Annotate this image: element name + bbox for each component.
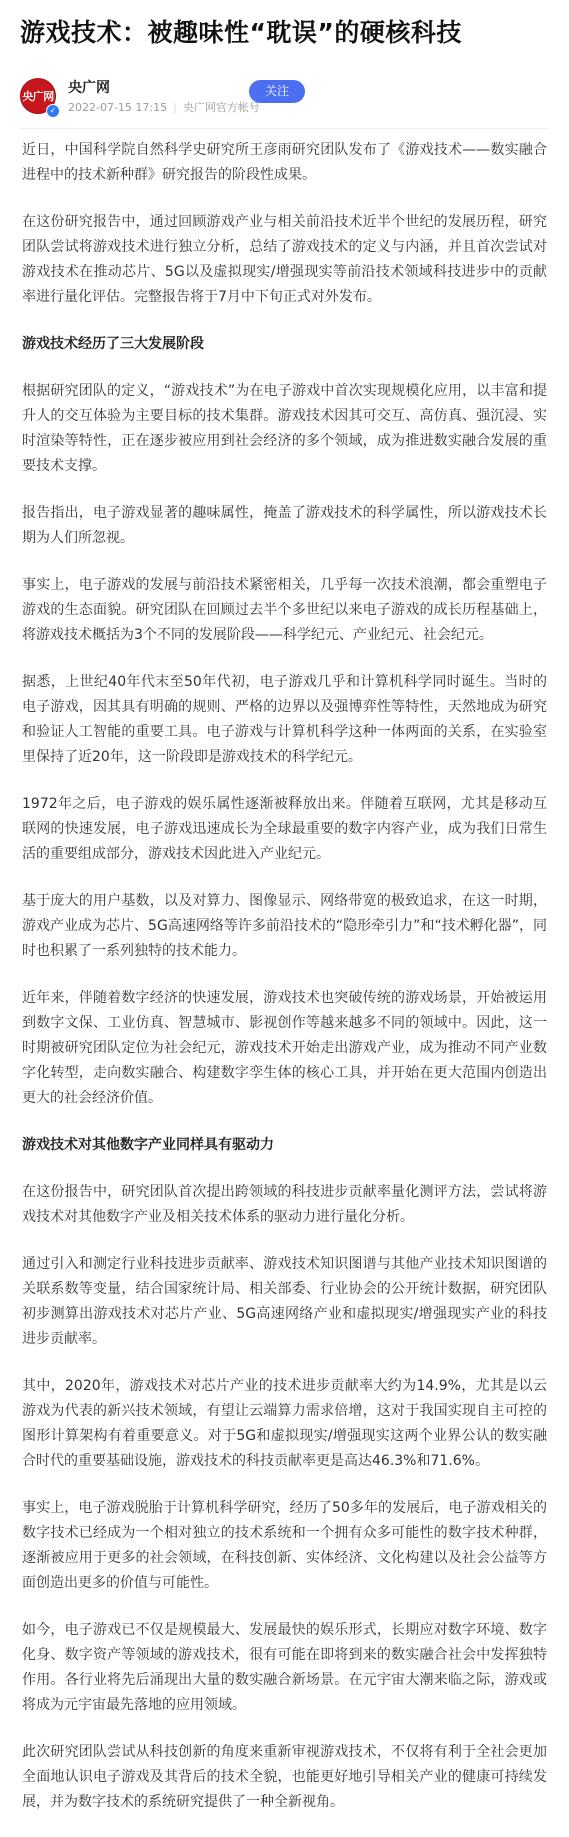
- paragraph: 其中，2020年，游戏技术对芯片产业的技术进步贡献率大约为14.9%，尤其是以云游戏为代表的新兴技术领域，有望让云端算力需求倍增，这对于我国实现自主可控的图形计算架构有着重要意义。对于5G和虚拟现实/增强现实这两个业界公认的数实融合时代的重要基础设施，游戏技术的科技贡献率更是高达46.3%和71.6%。: [22, 1378, 547, 1469]
- author-avatar[interactable]: 央广网: [20, 78, 56, 114]
- paragraph: 1972年之后，电子游戏的娱乐属性逐渐被释放出来。伴随着互联网，尤其是移动互联网的快速发展，电子游戏迅速成长为全球最重要的数字内容产业，成为我们日常生活的重要组成部分，游戏技术因此进入产业纪元。: [22, 796, 547, 862]
- paragraph: 基于庞大的用户基数，以及对算力、图像显示、网络带宽的极致追求，在这一时期，游戏产业成为芯片、5G高速网络等许多前沿技术的“隐形牵引力”和“技术孵化器”，同时也积累了一系列独特的技术能力。: [22, 893, 547, 959]
- article-meta: [68, 101, 260, 115]
- verified-badge-icon: ✓: [46, 104, 60, 118]
- account-description: 央广网官方帐号: [182, 101, 260, 114]
- paragraph: 此次研究团队尝试从科技创新的角度来重新审视游戏技术，不仅将有利于全社会更加全面地认识电子游戏及其背后的技术全貌，也能更好地引导相关产业的健康可持续发展，并为数字技术的系统研究提供了一种全新视角。: [22, 1744, 547, 1810]
- paragraph: 根据研究团队的定义，“游戏技术”为在电子游戏中首次实现规模化应用，以丰富和提升人的交互体验为主要目标的技术集群。游戏技术因其可交互、高仿真、强沉浸、实时渲染等特性，正在逐步被应用到社会经济的多个领域，成为推进数实融合发展的重要技术支撑。: [22, 383, 547, 474]
- article-title: 游戏技术：被趣味性“耽误”的硬核科技: [20, 18, 462, 47]
- paragraph: 在这份报告中，研究团队首次提出跨领域的科技进步贡献率量化测评方法，尝试将游戏技术对其他数字产业及相关技术体系的驱动力进行量化分析。: [22, 1184, 547, 1225]
- paragraph: 如今，电子游戏已不仅是规模最大、发展最快的娱乐形式，长期应对数字环境、数字化身、数字资产等领域的游戏技术，很有可能在即将到来的数实融合社会中发挥独特作用。各行业将先后涌现出大量的数实融合新场景。在元宇宙大潮来临之际，游戏或将成为元宇宙最先落地的应用领域。: [22, 1622, 547, 1713]
- section-heading: 游戏技术经历了三大发展阶段: [22, 336, 204, 352]
- paragraph: 近日，中国科学院自然科学史研究所王彦雨研究团队发布了《游戏技术——数实融合进程中的技术新种群》研究报告的阶段性成果。: [22, 142, 547, 183]
- article-body: [22, 138, 547, 1837]
- follow-button[interactable]: 关注: [249, 80, 305, 103]
- header-divider: [20, 128, 549, 129]
- publish-date: 2022-07-15 17:15: [68, 101, 168, 114]
- meta-separator: |: [173, 101, 177, 114]
- paragraph: 事实上，电子游戏脱胎于计算机科学研究，经历了50多年的发展后，电子游戏相关的数字技术已经成为一个相对独立的技术系统和一个拥有众多可能性的数字技术种群，逐渐被应用于更多的社会领域，在科技创新、实体经济、文化构建以及社会公益等方面创造出更多的价值与可能性。: [22, 1500, 547, 1591]
- section-heading: 游戏技术对其他数字产业同样具有驱动力: [22, 1137, 274, 1153]
- paragraph: 近年来，伴随着数字经济的快速发展，游戏技术也突破传统的游戏场景，开始被运用到数字文保、工业仿真、智慧城市、影视创作等越来越多不同的领域中。因此，这一时期被研究团队定位为社会纪元，游戏技术开始走出游戏产业，成为推动不同产业数字化转型，走向数实融合、构建数字孪生体的核心工具，并开始在更大范围内创造出更大的社会经济价值。: [22, 990, 547, 1106]
- paragraph: 据悉，上世纪40年代末至50年代初，电子游戏几乎和计算机科学同时诞生。当时的电子游戏，因其具有明确的规则、严格的边界以及强博弈性等特性，天然地成为研究和验证人工智能的重要工具。电子游戏与计算机科学这种一体两面的关系，在实验室里保持了近20年，这一阶段即是游戏技术的科学纪元。: [22, 674, 547, 765]
- paragraph: 在这份研究报告中，通过回顾游戏产业与相关前沿技术近半个世纪的发展历程，研究团队尝试将游戏技术进行独立分析，总结了游戏技术的定义与内涵，并且首次尝试对游戏技术在推动芯片、5G以及虚拟现实/增强现实等前沿技术领域科技进步中的贡献率进行量化评估。完整报告将于7月中下旬正式对外发布。: [22, 214, 547, 305]
- paragraph: 通过引入和测定行业科技进步贡献率、游戏技术知识图谱与其他产业技术知识图谱的关联系数等变量，结合国家统计局、相关部委、行业协会的公开统计数据，研究团队初步测算出游戏技术对芯片产业、5G高速网络产业和虚拟现实/增强现实产业的科技进步贡献率。: [22, 1256, 547, 1347]
- paragraph: 报告指出，电子游戏显著的趣味属性，掩盖了游戏技术的科学属性，所以游戏技术长期为人们所忽视。: [22, 505, 547, 546]
- paragraph: 事实上，电子游戏的发展与前沿技术紧密相关，几乎每一次技术浪潮，都会重塑电子游戏的生态面貌。研究团队在回顾过去半个多世纪以来电子游戏的成长历程基础上，将游戏技术概括为3个不同的发展阶段——科学纪元、产业纪元、社会纪元。: [22, 577, 547, 643]
- author-name[interactable]: 央广网: [68, 80, 110, 96]
